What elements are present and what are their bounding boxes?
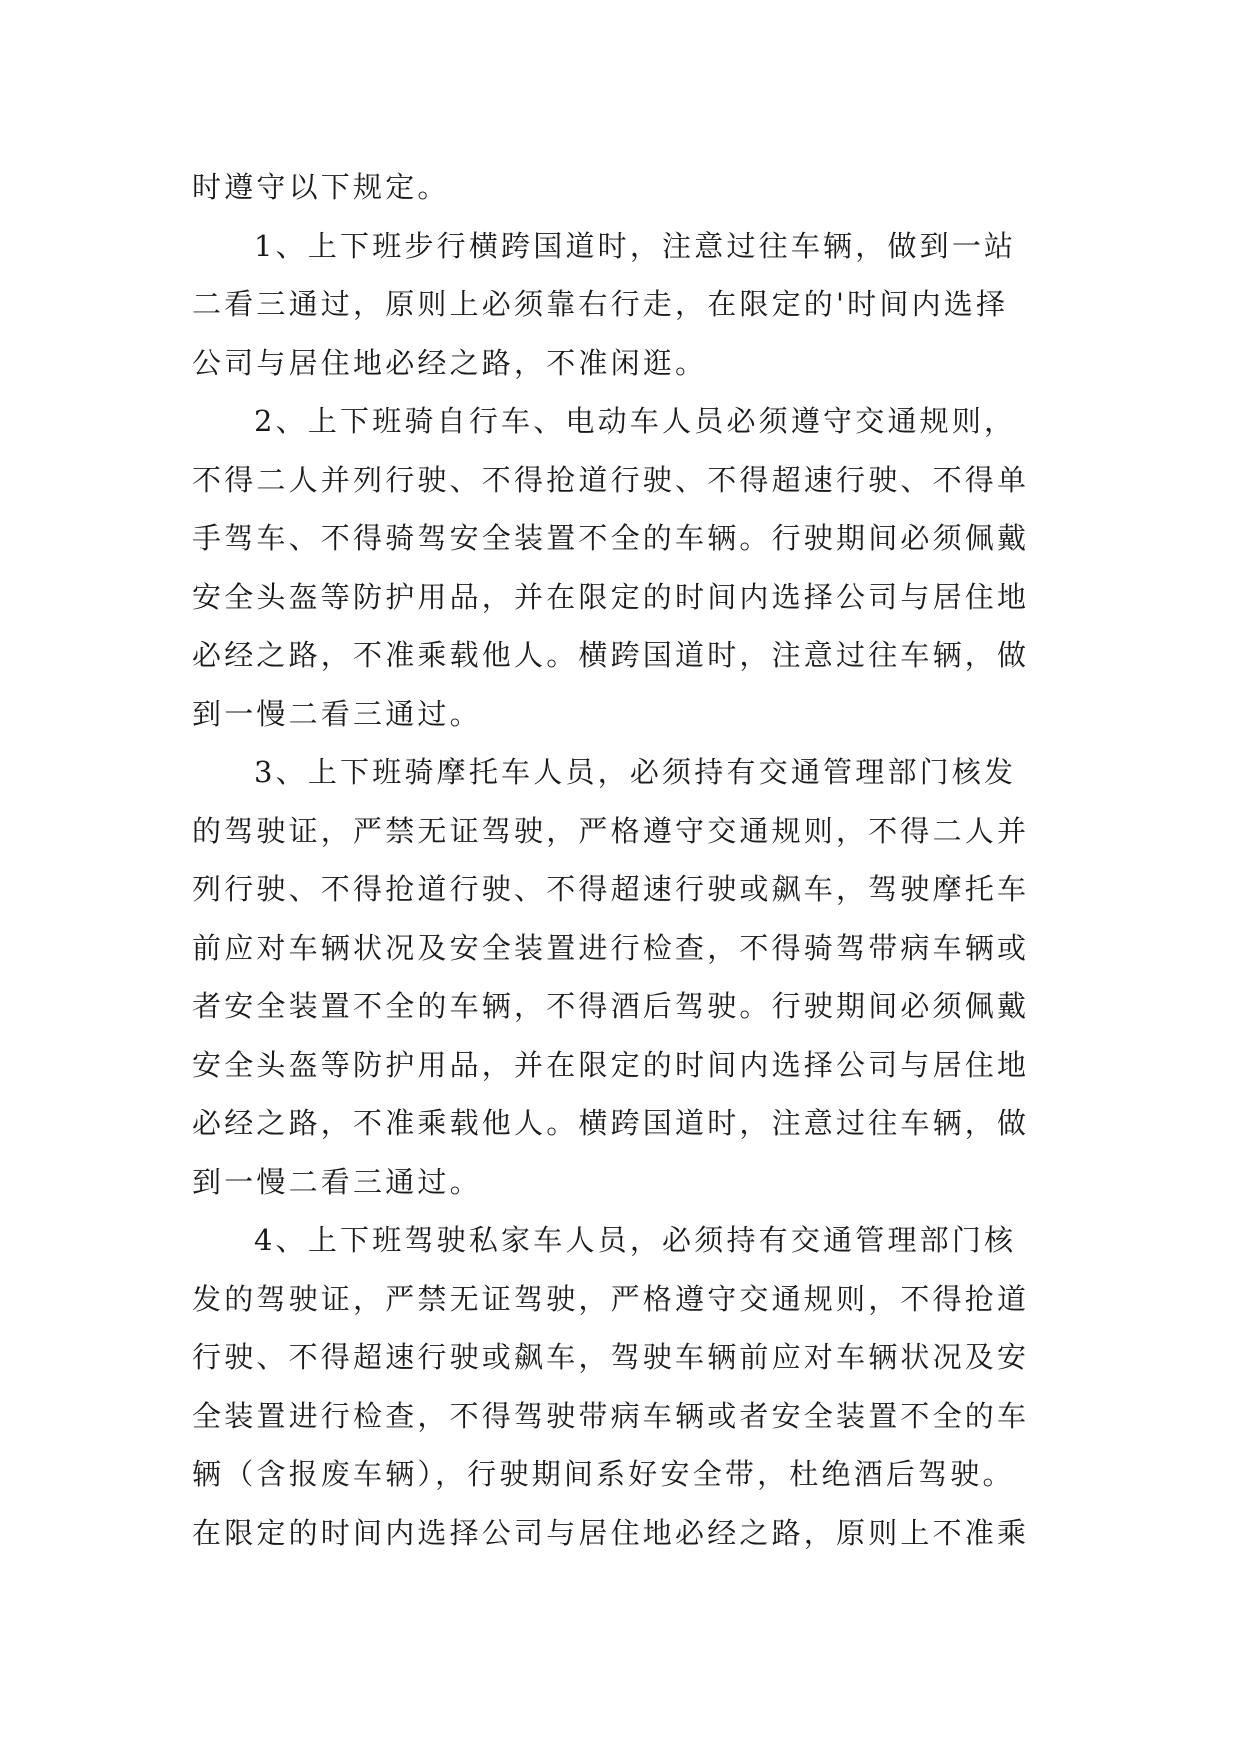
text-line: 安全头盔等防护用品，并在限定的时间内选择公司与居住地 [192, 1047, 1030, 1082]
text-line: 4、上下班驾驶私家车人员，必须持有交通管理部门核 [254, 1223, 1017, 1257]
paragraph-continuation [192, 158, 1052, 217]
text-line: 必经之路，不准乘载他人。横跨国道时，注意过往车辆，做 [192, 638, 1030, 672]
text-line: 列行驶、不得抢道行驶、不得超速行驶或飙车，驾驶摩托车 [192, 872, 1030, 906]
text-line: 发的驾驶证，严禁无证驾驶，严格遵守交通规则，不得抢道 [192, 1281, 1030, 1316]
text-line: 辆（含报废车辆），行驶期间系好安全带，杜绝酒后驾驶。 [192, 1457, 1015, 1491]
text-line: 的驾驶证，严禁无证驾驶，严格遵守交通规则，不得二人并 [192, 813, 1030, 848]
text-line: 前应对车辆状况及安全装置进行检查，不得骑驾带病车辆或 [192, 930, 1030, 965]
text-line: 到一慢二看三通过。 [192, 696, 482, 731]
text-line: 手驾车、不得骑驾安全装置不全的车辆。行驶期间必须佩戴 [192, 521, 1030, 555]
text-line: 时遵守以下规定。 [192, 170, 450, 204]
text-line: 3、上下班骑摩托车人员，必须持有交通管理部门核发 [254, 755, 1017, 789]
paragraph-rule-1 [192, 217, 1052, 393]
document-body [192, 158, 1052, 1562]
paragraph-rule-4 [192, 1211, 1052, 1562]
text-line: 1、上下班步行横跨国道时，注意过往车辆，做到一站 [254, 228, 1017, 263]
text-line: 2、上下班骑自行车、电动车人员必须遵守交通规则， [254, 404, 1017, 438]
text-line: 到一慢二看三通过。 [192, 1164, 482, 1199]
text-line: 全装置进行检查，不得驾驶带病车辆或者安全装置不全的车 [192, 1398, 1030, 1433]
text-line: 不得二人并列行驶、不得抢道行驶、不得超速行驶、不得单 [192, 462, 1030, 497]
text-line: 行驶、不得超速行驶或飙车，驾驶车辆前应对车辆状况及安 [192, 1340, 1030, 1374]
text-line: 公司与居住地必经之路，不准闲逛。 [192, 345, 708, 380]
text-line: 必经之路，不准乘载他人。横跨国道时，注意过往车辆，做 [192, 1106, 1030, 1140]
text-line: 二看三通过，原则上必须靠右行走，在限定的'时间内选择 [192, 287, 1009, 321]
paragraph-rule-3 [192, 743, 1052, 1211]
text-line: 在限定的时间内选择公司与居住地必经之路，原则上不准乘 [192, 1515, 1030, 1550]
text-line: 安全头盔等防护用品，并在限定的时间内选择公司与居住地 [192, 579, 1030, 614]
paragraph-rule-2 [192, 392, 1052, 743]
text-line: 者安全装置不全的车辆，不得酒后驾驶。行驶期间必须佩戴 [192, 989, 1030, 1023]
